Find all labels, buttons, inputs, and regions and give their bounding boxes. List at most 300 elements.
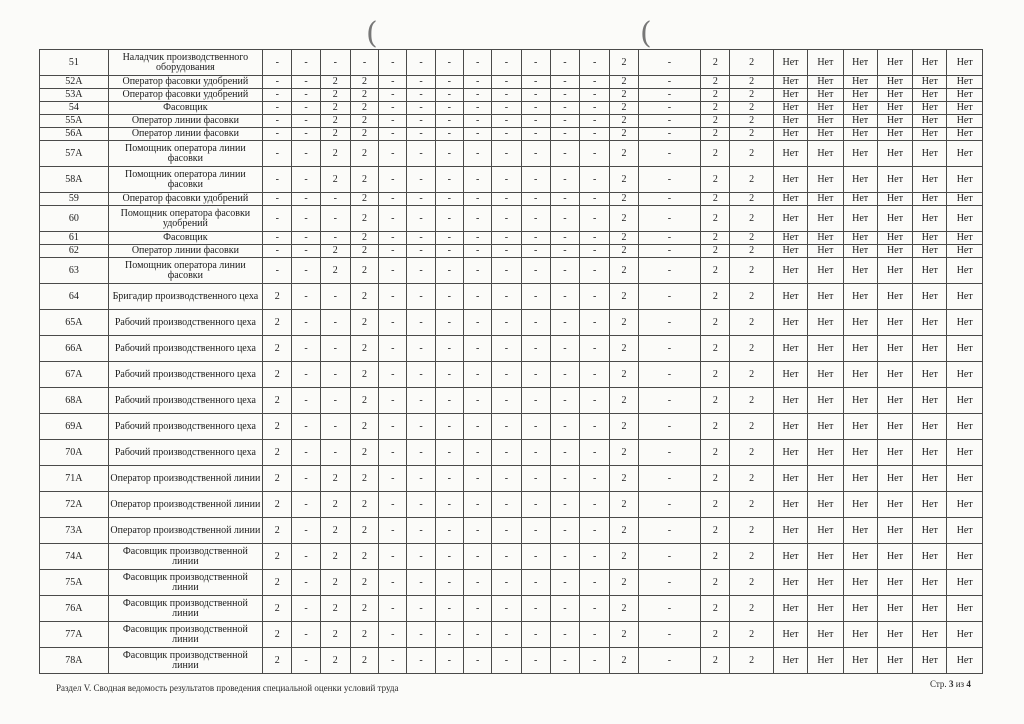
class-cell: 2 xyxy=(730,115,773,128)
class-cell: - xyxy=(379,245,407,258)
guarantee-cell: Нет xyxy=(773,167,807,193)
class-cell: 2 xyxy=(730,102,773,115)
position-name: Фасовщик производственной линии xyxy=(108,622,262,648)
class-cell: - xyxy=(379,206,407,232)
class-cell: - xyxy=(550,284,579,310)
class-cell: - xyxy=(292,258,320,284)
class-cell: 2 xyxy=(610,50,638,76)
class-cell: 2 xyxy=(610,492,638,518)
class-cell: - xyxy=(263,128,292,141)
class-cell: - xyxy=(638,50,701,76)
sout-results-table xyxy=(39,49,983,674)
guarantee-cell: Нет xyxy=(773,544,807,570)
guarantee-cell: Нет xyxy=(773,388,807,414)
class-cell: 2 xyxy=(730,167,773,193)
class-cell: 2 xyxy=(701,206,730,232)
guarantee-cell: Нет xyxy=(877,102,912,115)
guarantee-cell: Нет xyxy=(843,206,877,232)
class-cell: - xyxy=(638,544,701,570)
class-cell: - xyxy=(638,388,701,414)
guarantee-cell: Нет xyxy=(843,414,877,440)
class-cell: - xyxy=(580,115,610,128)
class-cell: 2 xyxy=(701,167,730,193)
class-cell: - xyxy=(638,128,701,141)
guarantee-cell: Нет xyxy=(773,440,807,466)
class-cell: - xyxy=(435,141,463,167)
class-cell: - xyxy=(320,206,350,232)
class-cell: - xyxy=(550,466,579,492)
class-cell: - xyxy=(521,544,550,570)
guarantee-cell: Нет xyxy=(913,115,947,128)
punch-hole-mark: ( xyxy=(366,16,378,51)
class-cell: - xyxy=(521,414,550,440)
class-cell: - xyxy=(521,50,550,76)
guarantee-cell: Нет xyxy=(913,362,947,388)
class-cell: - xyxy=(521,206,550,232)
position-name: Помощник оператора линии фасовки xyxy=(108,141,262,167)
position-name: Оператор линии фасовки xyxy=(108,128,262,141)
class-cell: 2 xyxy=(610,102,638,115)
class-cell: - xyxy=(492,440,521,466)
guarantee-cell: Нет xyxy=(808,115,843,128)
class-cell: - xyxy=(492,89,521,102)
guarantee-cell: Нет xyxy=(843,232,877,245)
guarantee-cell: Нет xyxy=(877,115,912,128)
class-cell: - xyxy=(580,232,610,245)
class-cell: - xyxy=(492,622,521,648)
class-cell: - xyxy=(292,466,320,492)
class-cell: - xyxy=(435,414,463,440)
table-row xyxy=(40,492,983,518)
class-cell: - xyxy=(521,492,550,518)
class-cell: - xyxy=(263,115,292,128)
table-row xyxy=(40,596,983,622)
class-cell: - xyxy=(379,518,407,544)
table-row xyxy=(40,89,983,102)
class-cell: - xyxy=(379,167,407,193)
class-cell: 2 xyxy=(701,414,730,440)
guarantee-cell: Нет xyxy=(773,89,807,102)
guarantee-cell: Нет xyxy=(913,76,947,89)
class-cell: - xyxy=(407,167,435,193)
guarantee-cell: Нет xyxy=(913,232,947,245)
table-row xyxy=(40,388,983,414)
class-cell: 2 xyxy=(730,245,773,258)
class-cell: - xyxy=(550,648,579,674)
class-cell: - xyxy=(407,245,435,258)
guarantee-cell: Нет xyxy=(947,258,983,284)
guarantee-cell: Нет xyxy=(947,466,983,492)
guarantee-cell: Нет xyxy=(877,388,912,414)
guarantee-cell: Нет xyxy=(843,193,877,206)
class-cell: - xyxy=(379,258,407,284)
class-cell: 2 xyxy=(701,622,730,648)
class-cell: - xyxy=(580,492,610,518)
class-cell: - xyxy=(638,362,701,388)
class-cell: - xyxy=(638,310,701,336)
class-cell: - xyxy=(580,310,610,336)
class-cell: 2 xyxy=(350,648,378,674)
class-cell: - xyxy=(463,232,491,245)
guarantee-cell: Нет xyxy=(877,50,912,76)
class-cell: - xyxy=(492,648,521,674)
class-cell: - xyxy=(379,89,407,102)
class-cell: - xyxy=(292,570,320,596)
class-cell: 2 xyxy=(263,518,292,544)
class-cell: - xyxy=(580,76,610,89)
guarantee-cell: Нет xyxy=(773,466,807,492)
position-name: Рабочий производственного цеха xyxy=(108,414,262,440)
class-cell: - xyxy=(320,310,350,336)
class-cell: - xyxy=(263,89,292,102)
class-cell: - xyxy=(638,245,701,258)
workplace-number: 77А xyxy=(40,622,109,648)
class-cell: 2 xyxy=(350,258,378,284)
guarantee-cell: Нет xyxy=(808,336,843,362)
class-cell: - xyxy=(492,284,521,310)
guarantee-cell: Нет xyxy=(877,258,912,284)
guarantee-cell: Нет xyxy=(773,141,807,167)
class-cell: - xyxy=(435,336,463,362)
class-cell: - xyxy=(550,102,579,115)
class-cell: - xyxy=(407,336,435,362)
table-row xyxy=(40,622,983,648)
class-cell: 2 xyxy=(610,193,638,206)
class-cell: - xyxy=(492,362,521,388)
class-cell: - xyxy=(492,115,521,128)
class-cell: - xyxy=(463,414,491,440)
class-cell: 2 xyxy=(350,232,378,245)
class-cell: - xyxy=(521,622,550,648)
class-cell: - xyxy=(550,570,579,596)
guarantee-cell: Нет xyxy=(877,570,912,596)
class-cell: - xyxy=(638,102,701,115)
class-cell: - xyxy=(407,310,435,336)
class-cell: 2 xyxy=(263,544,292,570)
class-cell: - xyxy=(379,544,407,570)
class-cell: - xyxy=(550,258,579,284)
class-cell: - xyxy=(435,115,463,128)
guarantee-cell: Нет xyxy=(808,570,843,596)
class-cell: 2 xyxy=(350,518,378,544)
class-cell: - xyxy=(263,206,292,232)
class-cell: 2 xyxy=(350,115,378,128)
class-cell: - xyxy=(292,440,320,466)
class-cell: - xyxy=(550,206,579,232)
class-cell: - xyxy=(407,50,435,76)
class-cell: 2 xyxy=(610,128,638,141)
guarantee-cell: Нет xyxy=(843,167,877,193)
class-cell: 2 xyxy=(350,492,378,518)
class-cell: - xyxy=(463,206,491,232)
class-cell: 2 xyxy=(610,622,638,648)
class-cell: 2 xyxy=(730,362,773,388)
position-name: Помощник оператора линии фасовки xyxy=(108,167,262,193)
class-cell: - xyxy=(521,167,550,193)
guarantee-cell: Нет xyxy=(947,388,983,414)
position-name: Помощник оператора линии фасовки xyxy=(108,258,262,284)
class-cell: - xyxy=(492,167,521,193)
class-cell: - xyxy=(580,596,610,622)
guarantee-cell: Нет xyxy=(877,89,912,102)
class-cell: 2 xyxy=(320,596,350,622)
workplace-number: 59 xyxy=(40,193,109,206)
class-cell: 2 xyxy=(701,141,730,167)
workplace-number: 62 xyxy=(40,245,109,258)
position-name: Оператор линии фасовки xyxy=(108,115,262,128)
class-cell: 2 xyxy=(350,102,378,115)
class-cell: - xyxy=(521,89,550,102)
guarantee-cell: Нет xyxy=(808,76,843,89)
class-cell: 2 xyxy=(350,206,378,232)
class-cell: - xyxy=(521,310,550,336)
class-cell: - xyxy=(435,648,463,674)
workplace-number: 51 xyxy=(40,50,109,76)
table-row xyxy=(40,76,983,89)
class-cell: - xyxy=(550,115,579,128)
class-cell: 2 xyxy=(701,388,730,414)
class-cell: - xyxy=(407,440,435,466)
class-cell: - xyxy=(492,50,521,76)
guarantee-cell: Нет xyxy=(808,50,843,76)
class-cell: - xyxy=(463,258,491,284)
position-name: Фасовщик производственной линии xyxy=(108,570,262,596)
class-cell: - xyxy=(350,50,378,76)
class-cell: - xyxy=(492,570,521,596)
guarantee-cell: Нет xyxy=(773,128,807,141)
class-cell: - xyxy=(263,167,292,193)
table-row xyxy=(40,518,983,544)
class-cell: - xyxy=(379,622,407,648)
guarantee-cell: Нет xyxy=(947,310,983,336)
class-cell: - xyxy=(407,388,435,414)
guarantee-cell: Нет xyxy=(843,440,877,466)
guarantee-cell: Нет xyxy=(808,310,843,336)
class-cell: - xyxy=(292,245,320,258)
guarantee-cell: Нет xyxy=(913,310,947,336)
class-cell: - xyxy=(435,440,463,466)
page-current: 3 xyxy=(948,679,954,689)
guarantee-cell: Нет xyxy=(773,50,807,76)
class-cell: - xyxy=(580,193,610,206)
guarantee-cell: Нет xyxy=(808,414,843,440)
class-cell: - xyxy=(463,141,491,167)
class-cell: 2 xyxy=(610,141,638,167)
guarantee-cell: Нет xyxy=(773,648,807,674)
class-cell: - xyxy=(379,102,407,115)
class-cell: 2 xyxy=(610,518,638,544)
class-cell: 2 xyxy=(320,466,350,492)
class-cell: 2 xyxy=(730,466,773,492)
class-cell: - xyxy=(292,76,320,89)
class-cell: - xyxy=(463,570,491,596)
guarantee-cell: Нет xyxy=(877,310,912,336)
class-cell: - xyxy=(521,336,550,362)
guarantee-cell: Нет xyxy=(913,128,947,141)
class-cell: 2 xyxy=(701,284,730,310)
class-cell: - xyxy=(521,284,550,310)
class-cell: - xyxy=(638,206,701,232)
class-cell: - xyxy=(435,89,463,102)
class-cell: 2 xyxy=(610,115,638,128)
class-cell: - xyxy=(492,310,521,336)
class-cell: - xyxy=(435,596,463,622)
class-cell: - xyxy=(263,258,292,284)
class-cell: - xyxy=(638,336,701,362)
guarantee-cell: Нет xyxy=(877,596,912,622)
class-cell: - xyxy=(521,440,550,466)
page-prefix: Стр. xyxy=(930,679,947,689)
guarantee-cell: Нет xyxy=(913,570,947,596)
class-cell: - xyxy=(550,50,579,76)
class-cell: 2 xyxy=(701,76,730,89)
class-cell: - xyxy=(580,167,610,193)
guarantee-cell: Нет xyxy=(913,193,947,206)
class-cell: - xyxy=(292,648,320,674)
class-cell: - xyxy=(379,115,407,128)
class-cell: - xyxy=(638,648,701,674)
class-cell: 2 xyxy=(730,570,773,596)
class-cell: - xyxy=(580,414,610,440)
guarantee-cell: Нет xyxy=(843,115,877,128)
class-cell: 2 xyxy=(701,89,730,102)
guarantee-cell: Нет xyxy=(773,245,807,258)
class-cell: 2 xyxy=(263,596,292,622)
class-cell: - xyxy=(463,440,491,466)
guarantee-cell: Нет xyxy=(773,284,807,310)
guarantee-cell: Нет xyxy=(843,388,877,414)
class-cell: 2 xyxy=(350,310,378,336)
guarantee-cell: Нет xyxy=(843,596,877,622)
class-cell: 2 xyxy=(263,440,292,466)
class-cell: - xyxy=(580,440,610,466)
class-cell: - xyxy=(638,89,701,102)
class-cell: - xyxy=(638,167,701,193)
class-cell: 2 xyxy=(320,258,350,284)
class-cell: - xyxy=(407,102,435,115)
guarantee-cell: Нет xyxy=(808,245,843,258)
class-cell: - xyxy=(550,89,579,102)
class-cell: 2 xyxy=(701,232,730,245)
guarantee-cell: Нет xyxy=(773,115,807,128)
class-cell: - xyxy=(292,167,320,193)
class-cell: 2 xyxy=(730,596,773,622)
class-cell: 2 xyxy=(263,492,292,518)
class-cell: - xyxy=(379,76,407,89)
table-row xyxy=(40,362,983,388)
class-cell: - xyxy=(292,388,320,414)
class-cell: - xyxy=(521,648,550,674)
class-cell: 2 xyxy=(730,232,773,245)
class-cell: - xyxy=(263,141,292,167)
class-cell: 2 xyxy=(730,440,773,466)
guarantee-cell: Нет xyxy=(773,206,807,232)
class-cell: - xyxy=(435,232,463,245)
workplace-number: 55А xyxy=(40,115,109,128)
guarantee-cell: Нет xyxy=(877,648,912,674)
class-cell: 2 xyxy=(320,128,350,141)
class-cell: - xyxy=(292,518,320,544)
guarantee-cell: Нет xyxy=(913,518,947,544)
class-cell: - xyxy=(292,310,320,336)
class-cell: - xyxy=(435,258,463,284)
table-row xyxy=(40,232,983,245)
class-cell: 2 xyxy=(730,414,773,440)
guarantee-cell: Нет xyxy=(773,310,807,336)
guarantee-cell: Нет xyxy=(913,544,947,570)
guarantee-cell: Нет xyxy=(877,544,912,570)
class-cell: - xyxy=(379,388,407,414)
class-cell: - xyxy=(521,245,550,258)
class-cell: 2 xyxy=(350,570,378,596)
class-cell: - xyxy=(463,193,491,206)
guarantee-cell: Нет xyxy=(843,76,877,89)
guarantee-cell: Нет xyxy=(773,492,807,518)
class-cell: - xyxy=(638,258,701,284)
table-row xyxy=(40,544,983,570)
position-name: Фасовщик производственной линии xyxy=(108,648,262,674)
class-cell: - xyxy=(492,102,521,115)
class-cell: 2 xyxy=(263,362,292,388)
class-cell: - xyxy=(580,89,610,102)
class-cell: - xyxy=(263,50,292,76)
guarantee-cell: Нет xyxy=(773,193,807,206)
class-cell: 2 xyxy=(701,128,730,141)
class-cell: 2 xyxy=(610,648,638,674)
workplace-number: 64 xyxy=(40,284,109,310)
guarantee-cell: Нет xyxy=(808,466,843,492)
guarantee-cell: Нет xyxy=(913,50,947,76)
class-cell: - xyxy=(435,466,463,492)
class-cell: - xyxy=(407,362,435,388)
workplace-number: 74А xyxy=(40,544,109,570)
class-cell: - xyxy=(435,544,463,570)
class-cell: - xyxy=(435,310,463,336)
guarantee-cell: Нет xyxy=(808,258,843,284)
guarantee-cell: Нет xyxy=(843,89,877,102)
class-cell: - xyxy=(492,245,521,258)
class-cell: 2 xyxy=(610,76,638,89)
table-row xyxy=(40,336,983,362)
class-cell: 2 xyxy=(701,102,730,115)
class-cell: - xyxy=(580,141,610,167)
class-cell: - xyxy=(492,141,521,167)
guarantee-cell: Нет xyxy=(913,596,947,622)
punch-hole-mark: ( xyxy=(640,16,652,51)
class-cell: - xyxy=(292,232,320,245)
class-cell: - xyxy=(521,115,550,128)
class-cell: - xyxy=(550,193,579,206)
class-cell: - xyxy=(379,414,407,440)
position-name: Фасовщик xyxy=(108,232,262,245)
guarantee-cell: Нет xyxy=(808,544,843,570)
guarantee-cell: Нет xyxy=(947,141,983,167)
class-cell: - xyxy=(463,596,491,622)
class-cell: - xyxy=(580,245,610,258)
page-total: 4 xyxy=(966,679,971,689)
guarantee-cell: Нет xyxy=(843,245,877,258)
workplace-number: 61 xyxy=(40,232,109,245)
class-cell: - xyxy=(379,362,407,388)
guarantee-cell: Нет xyxy=(947,336,983,362)
class-cell: 2 xyxy=(701,310,730,336)
class-cell: - xyxy=(521,76,550,89)
guarantee-cell: Нет xyxy=(877,440,912,466)
class-cell: - xyxy=(379,440,407,466)
guarantee-cell: Нет xyxy=(947,167,983,193)
class-cell: 2 xyxy=(610,310,638,336)
class-cell: - xyxy=(550,388,579,414)
